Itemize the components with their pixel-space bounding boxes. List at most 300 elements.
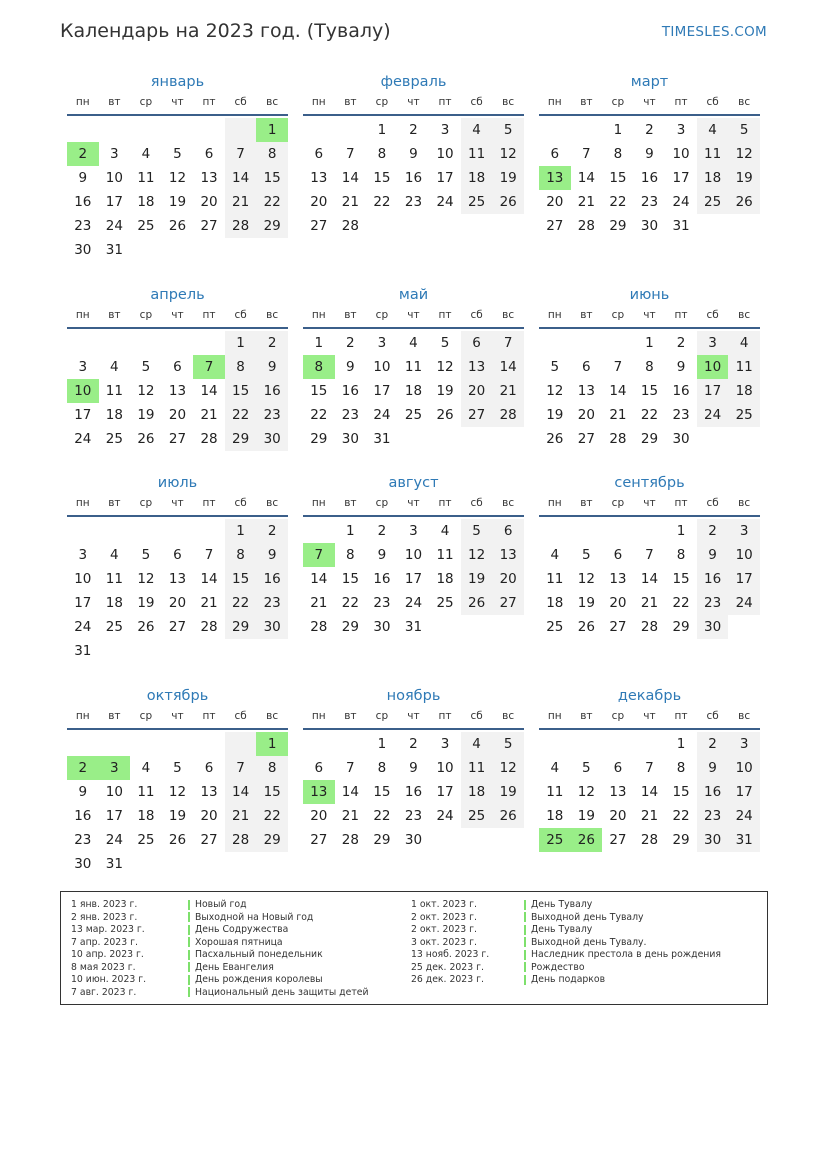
day-cell: 23 (697, 591, 729, 615)
day-cell: 5 (728, 118, 760, 142)
legend-date: 26 дек. 2023 г. (411, 974, 484, 985)
day-cell: 14 (640, 571, 659, 587)
legend-date: 1 янв. 2023 г. (71, 899, 138, 910)
empty-cell (303, 118, 335, 142)
day-cell: 22 (225, 591, 257, 615)
legend-holiday-name: День подарков (531, 974, 606, 985)
day-cell: 12 (577, 571, 595, 587)
weekday-label: пт (674, 309, 688, 321)
day-cell: 26 (492, 804, 524, 828)
day-cell: 15 (256, 780, 288, 804)
empty-cell (99, 118, 131, 142)
day-cell: 11 (697, 142, 729, 166)
day-cell: 28 (341, 218, 359, 234)
day-cell: 1 (676, 523, 686, 539)
day-cell: 16 (697, 780, 729, 804)
day-cell: 8 (613, 146, 623, 162)
weekday-label: сб (470, 96, 483, 108)
month-rule (539, 114, 760, 116)
day-cell: 15 (672, 571, 690, 587)
day-cell: 22 (256, 190, 288, 214)
day-cell: 7 (225, 756, 257, 780)
day-cell: 20 (310, 194, 328, 210)
day-cell: 6 (173, 547, 182, 563)
weekday-label: вс (266, 710, 279, 722)
day-cell: 26 (492, 190, 524, 214)
day-cell: 15 (256, 166, 288, 190)
weekday-label: пт (202, 96, 216, 108)
weekday-label: чт (407, 96, 420, 108)
day-cell: 26 (461, 591, 493, 615)
day-cell: 18 (546, 595, 564, 611)
weekday-label: чт (643, 96, 656, 108)
weekday-label: вт (580, 497, 593, 509)
day-grid (303, 519, 524, 639)
day-cell: 18 (404, 383, 423, 399)
day-cell: 9 (78, 784, 88, 800)
day-cell: 16 (256, 567, 288, 591)
day-cell: 29 (225, 427, 257, 451)
day-cell: 15 (373, 784, 391, 800)
weekday-label: пн (75, 96, 90, 108)
legend-marker (524, 912, 526, 922)
day-cell: 20 (546, 194, 564, 210)
day-cell: 16 (341, 383, 359, 399)
day-cell: 28 (225, 214, 257, 238)
month-name: октябрь (146, 688, 209, 704)
day-cell: 18 (728, 379, 760, 403)
day-cell: 29 (341, 619, 359, 635)
day-cell: 17 (105, 808, 123, 824)
empty-cell (571, 331, 603, 355)
weekday-label: сб (234, 710, 247, 722)
weekday-label: чт (643, 710, 656, 722)
day-cell: 8 (225, 543, 257, 567)
day-cell: 28 (640, 619, 659, 635)
empty-cell (571, 118, 603, 142)
weekday-label: чт (171, 96, 184, 108)
day-cell: 4 (461, 732, 493, 756)
day-cell: 17 (697, 379, 729, 403)
day-cell: 21 (310, 595, 328, 611)
legend-entry (524, 962, 721, 975)
day-cell: 14 (200, 383, 218, 399)
day-cell: 2 (256, 519, 288, 543)
legend-date: 3 окт. 2023 г. (411, 936, 477, 948)
legend-date: 10 июн. 2023 г. (71, 974, 147, 985)
weekday-label: пт (438, 710, 452, 722)
day-cell: 20 (200, 194, 218, 210)
weekday-label: вт (108, 309, 121, 321)
day-cell: 22 (640, 407, 659, 423)
weekday-label: пн (311, 96, 326, 108)
day-cell: 8 (256, 142, 288, 166)
legend-holiday-name: Национальный день защиты детей (195, 986, 369, 998)
empty-cell (602, 331, 634, 355)
empty-cell (193, 519, 225, 543)
day-cell: 29 (672, 619, 690, 635)
weekday-label: пн (311, 710, 326, 722)
weekday-label: вт (344, 309, 357, 321)
day-cell: 9 (409, 760, 418, 776)
weekday-label: чт (407, 710, 420, 722)
weekday-header (67, 497, 288, 513)
holiday-day: 26 (571, 828, 603, 852)
day-cell: 9 (697, 543, 729, 567)
empty-cell (539, 331, 571, 355)
weekday-label: вт (344, 497, 357, 509)
weekday-label: пн (311, 309, 326, 321)
day-cell: 13 (492, 543, 524, 567)
day-cell: 1 (645, 335, 654, 351)
weekday-label: ср (375, 710, 389, 722)
day-cell: 20 (461, 379, 493, 403)
day-cell: 14 (310, 571, 328, 587)
day-cell: 11 (546, 784, 564, 800)
weekday-label: вс (738, 710, 751, 722)
legend-entry (524, 974, 721, 987)
legend-entry (188, 912, 369, 925)
day-cell: 20 (577, 407, 595, 423)
day-cell: 23 (256, 591, 288, 615)
day-cell: 19 (728, 166, 760, 190)
weekday-label: ср (375, 309, 389, 321)
weekday-label: вт (108, 96, 121, 108)
day-cell: 2 (645, 122, 654, 138)
day-cell: 27 (168, 431, 187, 447)
empty-cell (602, 732, 634, 756)
day-cell: 27 (609, 832, 627, 848)
weekday-label: сб (234, 309, 247, 321)
day-cell: 6 (613, 760, 623, 776)
legend-holiday-name: День Содружества (195, 924, 289, 935)
day-cell: 3 (440, 122, 450, 138)
day-cell: 9 (256, 543, 288, 567)
day-cell: 15 (373, 170, 391, 186)
weekday-label: ср (611, 710, 625, 722)
month-name: февраль (380, 74, 447, 90)
legend-entry (188, 987, 369, 1000)
day-cell: 10 (436, 146, 454, 162)
day-cell: 14 (640, 784, 659, 800)
legend-marker (524, 925, 526, 935)
day-grid (303, 331, 524, 451)
legend-holiday-name: Выходной день Тувалу (531, 911, 644, 923)
weekday-label: чт (407, 309, 420, 321)
day-cell: 4 (440, 523, 450, 539)
day-cell: 31 (105, 856, 123, 872)
day-cell: 24 (74, 619, 92, 635)
day-cell: 10 (373, 359, 391, 375)
day-cell: 23 (74, 832, 92, 848)
day-cell: 25 (461, 804, 493, 828)
day-cell: 3 (78, 359, 88, 375)
empty-cell (162, 519, 194, 543)
day-cell: 7 (346, 146, 355, 162)
day-cell: 23 (672, 407, 690, 423)
empty-cell (130, 519, 162, 543)
day-grid (303, 732, 524, 852)
day-cell: 8 (645, 359, 654, 375)
weekday-label: вт (108, 497, 121, 509)
weekday-label: сб (470, 309, 483, 321)
empty-cell (193, 118, 225, 142)
legend-entry (188, 974, 369, 987)
day-cell: 16 (697, 567, 729, 591)
day-cell: 27 (310, 218, 328, 234)
weekday-label: вс (738, 497, 751, 509)
empty-cell (193, 331, 225, 355)
day-cell: 21 (341, 194, 359, 210)
day-cell: 1 (613, 122, 623, 138)
day-cell: 5 (173, 146, 182, 162)
day-cell: 4 (550, 760, 560, 776)
day-cell: 24 (728, 804, 760, 828)
page-title: Календарь на 2023 год. (Тувалу) (60, 20, 391, 42)
day-cell: 16 (74, 808, 92, 824)
holiday-day: 3 (99, 756, 131, 780)
empty-cell (99, 732, 131, 756)
day-cell: 21 (640, 595, 659, 611)
day-cell: 23 (404, 808, 423, 824)
day-cell: 7 (204, 547, 214, 563)
legend-date: 8 мая 2023 г. (71, 961, 136, 973)
weekday-label: сб (234, 497, 247, 509)
day-cell: 8 (256, 756, 288, 780)
day-cell: 4 (728, 331, 760, 355)
day-cell: 24 (105, 218, 123, 234)
day-cell: 7 (645, 760, 654, 776)
day-cell: 6 (173, 359, 182, 375)
day-cell: 17 (728, 567, 760, 591)
day-grid (67, 118, 288, 262)
day-cell: 22 (373, 194, 391, 210)
day-cell: 12 (137, 383, 155, 399)
day-cell: 30 (672, 431, 690, 447)
day-cell: 12 (436, 359, 454, 375)
day-cell: 19 (546, 407, 564, 423)
day-cell: 20 (168, 595, 187, 611)
day-cell: 14 (341, 784, 359, 800)
empty-cell (99, 331, 131, 355)
holiday-day: 13 (303, 780, 335, 804)
day-cell: 14 (341, 170, 359, 186)
day-cell: 13 (461, 355, 493, 379)
day-cell: 31 (373, 431, 391, 447)
day-cell: 19 (436, 383, 454, 399)
empty-cell (571, 519, 603, 543)
day-cell: 5 (141, 359, 151, 375)
weekday-label: вт (108, 710, 121, 722)
weekday-label: чт (171, 497, 184, 509)
day-cell: 29 (225, 615, 257, 639)
legend-entry (188, 924, 369, 937)
legend-marker (524, 975, 526, 985)
weekday-label: ср (611, 96, 625, 108)
day-cell: 18 (461, 780, 493, 804)
month-rule (303, 515, 524, 517)
day-cell: 26 (728, 190, 760, 214)
month-name: декабрь (617, 688, 682, 704)
day-cell: 10 (404, 547, 423, 563)
day-cell: 10 (728, 756, 760, 780)
day-cell: 5 (173, 760, 182, 776)
day-cell: 10 (105, 784, 123, 800)
weekday-label: чт (171, 710, 184, 722)
weekday-label: пт (438, 309, 452, 321)
day-cell: 3 (110, 146, 119, 162)
day-cell: 27 (546, 218, 564, 234)
legend-date: 10 апр. 2023 г. (71, 949, 144, 960)
legend-marker (188, 987, 190, 997)
day-cell: 18 (105, 407, 123, 423)
day-cell: 25 (697, 190, 729, 214)
month-name: апрель (150, 287, 205, 303)
empty-cell (571, 732, 603, 756)
empty-cell (335, 732, 367, 756)
day-cell: 17 (436, 170, 454, 186)
weekday-label: вс (266, 497, 279, 509)
day-cell: 14 (492, 355, 524, 379)
weekday-label: пн (547, 497, 562, 509)
weekday-label: пн (311, 497, 326, 509)
day-grid (539, 118, 760, 238)
day-cell: 12 (168, 784, 187, 800)
day-cell: 27 (461, 403, 493, 427)
day-cell: 22 (672, 595, 690, 611)
empty-cell (539, 519, 571, 543)
day-cell: 24 (373, 407, 391, 423)
legend-holiday-name: День Евангелия (195, 961, 274, 973)
day-cell: 19 (168, 194, 187, 210)
day-cell: 30 (74, 242, 92, 258)
legend-holiday-name: Пасхальный понедельник (195, 949, 323, 960)
day-cell: 6 (550, 146, 560, 162)
month-name: август (388, 475, 439, 491)
legend-holiday-name: День рождения королевы (195, 974, 323, 985)
day-cell: 26 (137, 431, 155, 447)
day-cell: 15 (341, 571, 359, 587)
month-name: май (398, 287, 429, 303)
weekday-header (539, 710, 760, 726)
day-cell: 24 (728, 591, 760, 615)
weekday-label: вс (266, 309, 279, 321)
day-cell: 15 (672, 784, 690, 800)
day-cell: 5 (440, 335, 450, 351)
day-cell: 13 (168, 571, 187, 587)
holiday-day: 2 (67, 756, 99, 780)
day-grid (67, 732, 288, 876)
day-cell: 1 (346, 523, 355, 539)
weekday-header (303, 309, 524, 325)
day-cell: 29 (672, 832, 690, 848)
day-cell: 26 (577, 619, 595, 635)
weekday-header (539, 96, 760, 112)
day-cell: 1 (225, 331, 257, 355)
day-cell: 27 (492, 591, 524, 615)
weekday-label: вт (580, 309, 593, 321)
day-cell: 25 (546, 619, 564, 635)
day-cell: 22 (256, 804, 288, 828)
day-cell: 4 (697, 118, 729, 142)
day-cell: 28 (577, 218, 595, 234)
day-cell: 13 (200, 784, 218, 800)
day-cell: 13 (200, 170, 218, 186)
day-cell: 30 (256, 427, 288, 451)
weekday-label: вс (738, 96, 751, 108)
site-link[interactable]: TIMESLES.COM (661, 24, 767, 40)
month-name: июль (157, 475, 198, 491)
day-cell: 11 (461, 756, 493, 780)
day-cell: 6 (314, 760, 324, 776)
day-cell: 19 (577, 595, 595, 611)
weekday-header (303, 497, 524, 513)
day-cell: 7 (613, 359, 623, 375)
empty-cell (130, 118, 162, 142)
day-cell: 1 (225, 519, 257, 543)
day-cell: 17 (373, 383, 391, 399)
day-cell: 12 (492, 756, 524, 780)
legend-holiday-name: Выходной день Тувалу. (531, 936, 647, 948)
weekday-label: сб (470, 497, 483, 509)
day-cell: 18 (105, 595, 123, 611)
month-rule (303, 114, 524, 116)
day-cell: 28 (200, 431, 218, 447)
day-cell: 25 (105, 619, 123, 635)
day-cell: 4 (550, 547, 560, 563)
legend-entry (188, 962, 369, 975)
month-name: март (630, 74, 669, 90)
day-cell: 2 (409, 122, 418, 138)
weekday-label: пт (674, 96, 688, 108)
day-cell: 29 (310, 431, 328, 447)
day-cell: 7 (346, 760, 355, 776)
day-cell: 13 (609, 571, 627, 587)
day-cell: 23 (74, 218, 92, 234)
day-cell: 13 (609, 784, 627, 800)
day-cell: 11 (404, 359, 423, 375)
day-cell: 2 (409, 736, 418, 752)
weekday-label: чт (643, 309, 656, 321)
day-cell: 19 (492, 166, 524, 190)
day-cell: 8 (676, 547, 686, 563)
weekday-label: вт (580, 710, 593, 722)
empty-cell (162, 331, 194, 355)
day-cell: 11 (137, 170, 155, 186)
day-cell: 2 (256, 331, 288, 355)
day-cell: 22 (341, 595, 359, 611)
weekday-label: вт (344, 710, 357, 722)
weekday-label: пн (547, 710, 562, 722)
day-cell: 26 (137, 619, 155, 635)
month-rule (67, 114, 288, 116)
day-cell: 31 (672, 218, 690, 234)
legend-marker (524, 962, 526, 972)
month-rule (67, 515, 288, 517)
day-cell: 8 (346, 547, 355, 563)
day-cell: 11 (546, 571, 564, 587)
day-cell: 24 (436, 808, 454, 824)
day-cell: 29 (256, 828, 288, 852)
month-rule (539, 515, 760, 517)
day-cell: 14 (200, 571, 218, 587)
day-cell: 1 (377, 122, 387, 138)
month-rule (303, 728, 524, 730)
day-cell: 5 (550, 359, 560, 375)
weekday-label: пн (547, 96, 562, 108)
day-cell: 7 (225, 142, 257, 166)
weekday-label: ср (611, 309, 625, 321)
